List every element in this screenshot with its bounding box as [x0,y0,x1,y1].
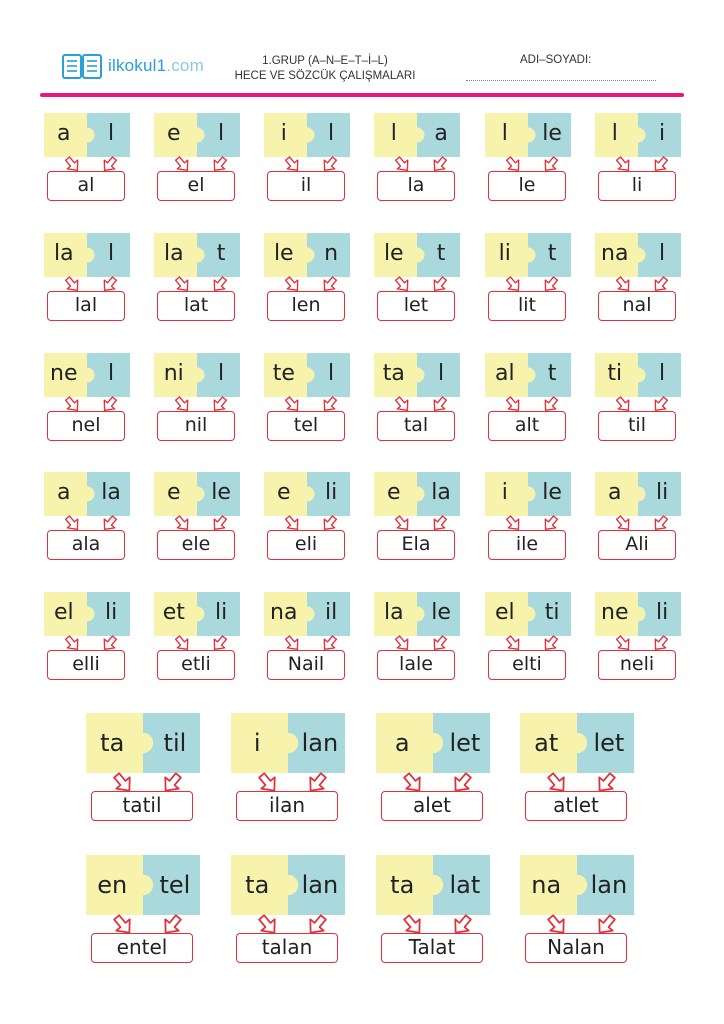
syllable-exercise [86,713,200,823]
syllable-first: na [531,871,562,899]
syllable-second: li [655,480,669,505]
syllable-first: at [534,729,559,757]
syllable-first: i [253,729,261,757]
book-icon [62,52,102,80]
syllable-exercise [374,353,460,443]
syllable-exercise [485,592,571,682]
syllable-first: l [611,121,618,146]
syllable-exercise [154,592,240,682]
syllable-first: a [608,480,622,505]
syllable-first: na [601,241,629,266]
syllable-exercise [374,233,460,323]
syllable-first: a [394,729,410,757]
syllable-exercise [264,592,350,682]
syllable-exercise [44,472,130,562]
syllable-first: e [277,480,291,505]
syllable-first: e [387,480,401,505]
syllable-exercise [264,472,350,562]
syllable-first: le [383,241,404,266]
word-box: le [488,171,566,201]
word-box: ala [47,530,125,560]
syllable-first: i [280,121,287,146]
syllable-first: el [53,600,74,625]
syllable-exercise [485,472,571,562]
word-box: talan [236,933,338,963]
syllable-first: ne [50,361,78,386]
syllable-first: el [494,600,515,625]
syllable-exercise [154,113,240,203]
word-box: al [47,171,125,201]
word-box: lale [377,650,455,680]
syllable-second: a [434,121,448,146]
syllable-second: l [328,121,335,146]
word-box: elti [488,650,566,680]
syllable-second: l [108,361,115,386]
syllable-second: lat [449,871,481,899]
word-box: nal [598,291,676,321]
syllable-exercise [44,233,130,323]
syllable-first: e [167,480,181,505]
word-box: til [598,411,676,441]
syllable-first: l [390,121,397,146]
syllable-exercise [264,353,350,443]
syllable-exercise [595,233,681,323]
syllable-first: et [162,600,185,625]
syllable-exercise [264,233,350,323]
syllable-second: n [324,241,339,266]
syllable-exercise [485,113,571,203]
syllable-second: l [438,361,445,386]
word-box: neli [598,650,676,680]
syllable-exercise [595,113,681,203]
word-box: nel [47,411,125,441]
syllable-second: t [436,241,446,266]
syllable-second: l [218,121,225,146]
syllable-second: l [108,241,115,266]
syllable-exercise [520,713,634,823]
syllable-first: ta [245,871,270,899]
syllable-second: let [593,729,625,757]
syllable-second: t [547,241,557,266]
title-line-1: 1.GRUP (A–N–E–T–İ–L) [262,55,388,67]
word-box: tatil [91,791,193,821]
syllable-first: a [57,480,71,505]
syllable-second: lan [590,871,628,899]
syllable-first: ti [607,361,623,386]
page-header [0,0,724,100]
syllable-exercise [520,855,634,965]
syllable-first: ni [163,361,184,386]
syllable-exercise [595,592,681,682]
syllable-exercise [485,353,571,443]
syllable-exercise [231,713,345,823]
syllable-second: l [108,121,115,146]
word-box: Nail [267,650,345,680]
syllable-second: l [218,361,225,386]
word-box: entel [91,933,193,963]
word-box: let [377,291,455,321]
word-box: ilan [236,791,338,821]
syllable-exercise [154,233,240,323]
word-box: li [598,171,676,201]
syllable-second: lan [301,729,339,757]
syllable-second: li [214,600,228,625]
syllable-first: na [270,600,298,625]
syllable-first: e [167,121,181,146]
syllable-second: le [431,600,451,625]
syllable-exercise [44,353,130,443]
syllable-second: t [216,241,226,266]
word-box: il [267,171,345,201]
title-line-2: HECE VE SÖZCÜK ÇALIŞMALARI [234,70,416,82]
word-box: lal [47,291,125,321]
syllable-exercise [44,592,130,682]
word-box: ile [488,530,566,560]
syllable-exercise [44,113,130,203]
syllable-first: ta [382,361,405,386]
name-write-line[interactable] [466,80,656,81]
word-box: alet [381,791,483,821]
syllable-second: le [211,480,231,505]
syllable-second: li [655,600,669,625]
syllable-second: til [163,729,187,757]
site-logo [62,52,204,80]
syllable-second: le [542,121,562,146]
syllable-second: li [324,480,338,505]
syllable-first: ta [390,871,415,899]
syllable-first: al [494,361,515,386]
name-label: ADI–SOYADI: [520,54,592,66]
word-box: Nalan [525,933,627,963]
syllable-second: l [328,361,335,386]
logo-text: ilkokul1.com [108,56,204,75]
syllable-exercise [374,472,460,562]
syllable-second: t [547,361,557,386]
syllable-second: let [449,729,481,757]
word-box: eli [267,530,345,560]
syllable-exercise [595,353,681,443]
syllable-exercise [485,233,571,323]
page-title [210,54,440,84]
syllable-first: ne [601,600,629,625]
word-box: Ela [377,530,455,560]
syllable-second: l [659,241,666,266]
syllable-first: la [53,241,74,266]
word-box: alt [488,411,566,441]
syllable-second: ti [544,600,560,625]
syllable-second: la [431,480,451,505]
word-box: nil [157,411,235,441]
syllable-first: i [501,480,508,505]
syllable-first: la [163,241,184,266]
word-box: etli [157,650,235,680]
syllable-first: te [272,361,295,386]
syllable-second: il [324,600,338,625]
syllable-exercise [376,855,490,965]
syllable-first: li [498,241,511,266]
word-box: ele [157,530,235,560]
syllable-second: lan [301,871,339,899]
word-box: len [267,291,345,321]
syllable-exercise [595,472,681,562]
word-box: tal [377,411,455,441]
syllable-first: la [383,600,404,625]
syllable-first: ta [100,729,125,757]
syllable-exercise [86,855,200,965]
syllable-first: l [501,121,508,146]
syllable-first: a [57,121,71,146]
syllable-exercise [154,353,240,443]
syllable-exercise [264,113,350,203]
word-box: atlet [525,791,627,821]
syllable-second: i [659,121,666,146]
word-box: el [157,171,235,201]
syllable-first: le [273,241,294,266]
syllable-exercise [231,855,345,965]
syllable-exercise [374,113,460,203]
header-divider [40,93,684,97]
syllable-exercise [374,592,460,682]
word-box: elli [47,650,125,680]
word-box: lat [157,291,235,321]
syllable-second: tel [159,871,191,899]
syllable-second: li [104,600,118,625]
syllable-second: le [542,480,562,505]
word-box: tel [267,411,345,441]
word-box: lit [488,291,566,321]
syllable-second: l [659,361,666,386]
word-box: Talat [381,933,483,963]
syllable-exercise [376,713,490,823]
word-box: la [377,171,455,201]
syllable-exercise [154,472,240,562]
syllable-first: en [97,871,128,899]
syllable-second: la [101,480,121,505]
word-box: Ali [598,530,676,560]
